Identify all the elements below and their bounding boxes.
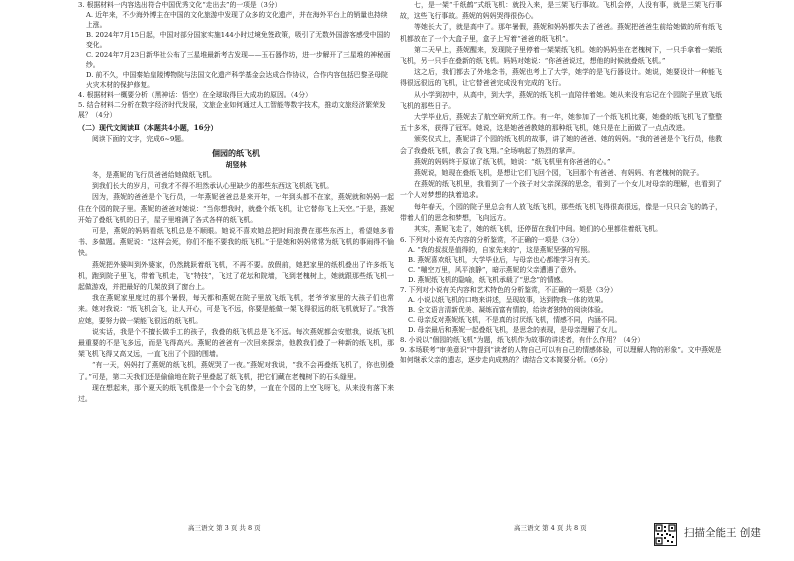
story-paragraph: 现在想起来，那个夏天的纸飞机像是一个个会飞的梦，一直在个园的上空飞呀飞，从来没有落下来过。 [78, 383, 394, 404]
section-heading: （二）现代文阅读Ⅱ（本题共4小题，16分） [78, 123, 218, 132]
story-paragraph: 我在燕妮家里度过的那个暑假，每天都和燕妮在院子里放飞纸飞机，老爷爷家里的大孩子们也常来。她对我说：“纸飞机会飞，让人开心，可是飞不远，你要是能做一架飞得很远的纸飞机就好了。”我答应她，要努力做一架能飞很远的纸飞机。 [78, 294, 394, 325]
story-paragraph: 从小学到初中，从高中，到大学，燕妮的纸飞机一直陪伴着她。她从来没有忘记在个园院子里放飞纸飞机的那些日子。 [400, 90, 722, 110]
answer-option: C. “嘣空万里，风平浪静”，暗示燕妮的父亲遭遇了意外。 [408, 266, 581, 275]
left-page-footer: 高三语文 第 3 页 共 8 页 [188, 524, 261, 532]
answer-option: D. 燕妮纸飞机的隐喻，纸飞机承载了“思念”的情感。 [408, 276, 568, 285]
right-page-footer: 高三语文 第 4 页 共 8 页 [514, 524, 587, 532]
story-paragraph: 七，是一架“千纸鹤”式纸飞机：就投入来，是三架飞行事故。飞机会停，人没有事，就是三架飞行事故，这些飞行事故。燕妮的妈妈哭得很伤心。 [400, 1, 722, 21]
story-paragraph: 在燕妮的纸飞机里，我看到了一个孩子对父亲深深的思念，看到了一个女儿对母亲的理解，也看到了一个人对梦想的执着追求。 [400, 180, 722, 200]
question: 8. 小说以“個园的纸飞机”为题，纸飞机作为故事的讲述者，有什么作用？（4分） [400, 336, 645, 345]
story-paragraph: 说实话，我是个不擅长做手工的孩子，我叠的纸飞机总是飞不远。每次燕妮都会安慰我，说纸飞机最重要的不是飞多远，而是飞得高兴。燕妮的爸爸有一次回来探亲，他教我们叠了一种新的纸飞机，那架飞机飞得又高又远，一直飞出了个园的围墙。 [78, 327, 394, 359]
answer-option: C. 母亲反对燕妮纸飞机，不是真的讨厌纸飞机，情感不同，内涵不同。 [408, 316, 622, 325]
story-paragraph: 这之后，我们都去了外地念书，燕妮也考上了大学，她学的是飞行器设计。她说，她要设计一种能飞得很远很远的飞机，让它替爸爸完成没有完成的飞行。 [400, 68, 722, 88]
story-paragraph: 可是，燕妮的妈妈看纸飞机总是不顺眼。她说不喜欢她总把时间浪费在那些东西上，希望她多看书、多做题。燕妮说：“这样会死，你们不能不要我的纸飞机。”于是她和妈妈常常为纸飞机的事闹得不愉快。 [78, 227, 394, 258]
question: 4. 根据材料一概要分析（黑神话：悟空）在全球取得巨大成功的原因。（4分） [78, 91, 312, 99]
story-paragraph: 燕妮把外婆叫到外婆家，仍然跳跃着纸飞机，不再不要。放假前，她把家里的纸机叠出了许多纸飞机，跑到院子里飞，带着飞机走，飞“特技”，飞过了花坛和院墙，飞到老槐树上，她就跟那些纸飞机一起做游戏，并把最好的几架放到了窗台上。 [78, 260, 394, 292]
story-paragraph: “有一天，妈妈打了燕妮的纸飞机，燕妮哭了一夜。”燕妮对我说，“我不会再叠纸飞机了，你也别叠了。”可是，第二天我们还是偷偷地在院子里叠起了纸飞机，把它们藏在老槐树下的石头缝里。 [78, 361, 394, 381]
question: 3. 根据材料一内容选出符合中国优秀文化“走出去”的一项是（3分） [78, 1, 282, 9]
answer-option: D. 前不久，中国秦始皇陵博物院与法国文化遗产科学基金会达成合作协议，合作内容包括巴黎圣母院火灾木材的保护修复。 [86, 71, 388, 89]
answer-option: A. “我的叔叔是值得的，自家先来的”，这是燕妮坚强的写照。 [408, 246, 595, 255]
answer-option: B. 全文语言清新优美、凝练而富有情韵，给读者独特的阅读体验。 [408, 306, 608, 315]
question: 9. 本场联考“审美意识”中提到“读者的人物自己可以有自己的情感体验，可以理解人物的形象”。文中燕妮是如何继承父亲的遗志，逐步走向成熟的？请结合文本简要分析。（6分） [400, 346, 722, 365]
answer-option: C. 2024年7月23日新华社公布了三星堆最新考古发现——玉石器作坊，进一步解开了三星堆的神秘面纱。 [86, 51, 391, 69]
answer-option: A. 近年来，不少海外博主在中国的文化旅游中发现了众多的文化遗产，并在海外平台上的销量也持续上涨。 [86, 11, 388, 29]
question: 5. 结合材料二分析在数字经济时代发展，文旅企业如何通过人工智能等数字技术，推动文旅经济繁荣发展？（4分） [78, 101, 386, 119]
story-paragraph: 每年春天，个园的院子里总会有人放飞纸飞机，那些纸飞机飞得很高很远，像是一只只会飞的鸽子，带着人们的思念和梦想，飞向远方。 [400, 202, 722, 222]
story-paragraph: 燕妮的妈妈终于原谅了纸飞机，她说：“纸飞机里有你爸爸的心。” [414, 157, 611, 166]
answer-option: B. 燕妮喜欢纸飞机，大学毕业后，与母亲也心都维学习有关。 [408, 256, 595, 265]
story-paragraph: 燕妮说，她现在叠纸飞机，是想让它们飞回个园，飞回那个有爸爸、有妈妈、有老槐树的院子。 [414, 169, 704, 178]
story-paragraph: 等她长大了，就是高中了。那年暑假，燕妮和妈妈都失去了爸爸。燕妮把爸爸生前给她做的所有纸飞机都放在了一个大盒子里，盒子上写着“爸爸的纸飞机”。 [400, 23, 722, 43]
story-paragraph: 大学毕业后，燕妮去了航空研究所工作。有一年，她参加了一个纸飞机比赛，她叠的纸飞机飞了整整五十多米，获得了冠军。她说，这是她爸爸教她的那种纸飞机，她只是在上面做了一点点改进。 [400, 113, 722, 133]
question: 6. 下列对小说有关内容的分析鉴赏，不正确的一项是（3分） [400, 236, 583, 245]
answer-option: B. 2024年7月15日起，中国对部分国家实施144小时过境免签政策，吸引了无数外国游客感受中国的变化。 [86, 31, 391, 49]
story-paragraph: 其实，燕妮飞走了，她的纸飞机，还停留在我们中间。她们的心里都住着纸飞机。 [414, 225, 663, 234]
story-paragraph: 到我们长大的岁月，可我才不得不坦然承认心里缺少的那些东西这飞机纸飞机。 [92, 182, 334, 191]
answer-option: D. 母亲最后和燕妮一起叠纸飞机，是思念的表现，是母亲理解了女儿。 [408, 326, 622, 335]
story-paragraph: 第二天早上，燕妮醒来，发现院子里停着一架架纸飞机。她的妈妈坐在老槐树下，一只手拿着一架纸飞机，另一只手在叠新的纸飞机。妈妈对她说：“你爸爸说过，想他的时候就叠纸飞机。” [400, 45, 722, 66]
left-page [78, 0, 394, 520]
question: 7. 下列对小说有关内容和艺术特色的分析鉴赏，不正确的一项是（3分） [400, 286, 617, 295]
answer-option: A. 小说以纸飞机的口吻来讲述，呈现故事，达到物我一体的效果。 [408, 296, 608, 305]
right-page [400, 0, 722, 520]
story-author: 胡竖林 [225, 160, 247, 169]
story-paragraph: 颁奖仪式上，燕妮讲了个园的纸飞机的故事，讲了她的爸爸、她的妈妈。“我的爸爸是个飞行员，他教会了我叠纸飞机，教会了我飞翔。”全场响起了热烈的掌声。 [400, 135, 722, 155]
instructions: 阅读下面的文字，完成6~9题。 [92, 135, 188, 143]
story-paragraph: 因为，燕妮的爸爸是个飞行员，一年燕妮爸爸总是来开年，一年到头都不在家，燕妮就和妈妈一起住在个园的院子里。燕妮的爸爸对她说：“当你想我时，就叠个纸飞机，让它替你飞上天空。”于是，燕妮开始了叠纸飞机的日子，屋子里堆满了各式各样的纸飞机。 [78, 193, 394, 224]
story-title: 個园的纸飞机 [212, 148, 260, 158]
scanner-watermark-text: 扫描全能王 创建 [684, 527, 761, 539]
qr-code-icon [654, 523, 677, 546]
story-paragraph: 冬，是燕妮的飞行员爸爸给她做纸飞机。 [92, 171, 217, 179]
